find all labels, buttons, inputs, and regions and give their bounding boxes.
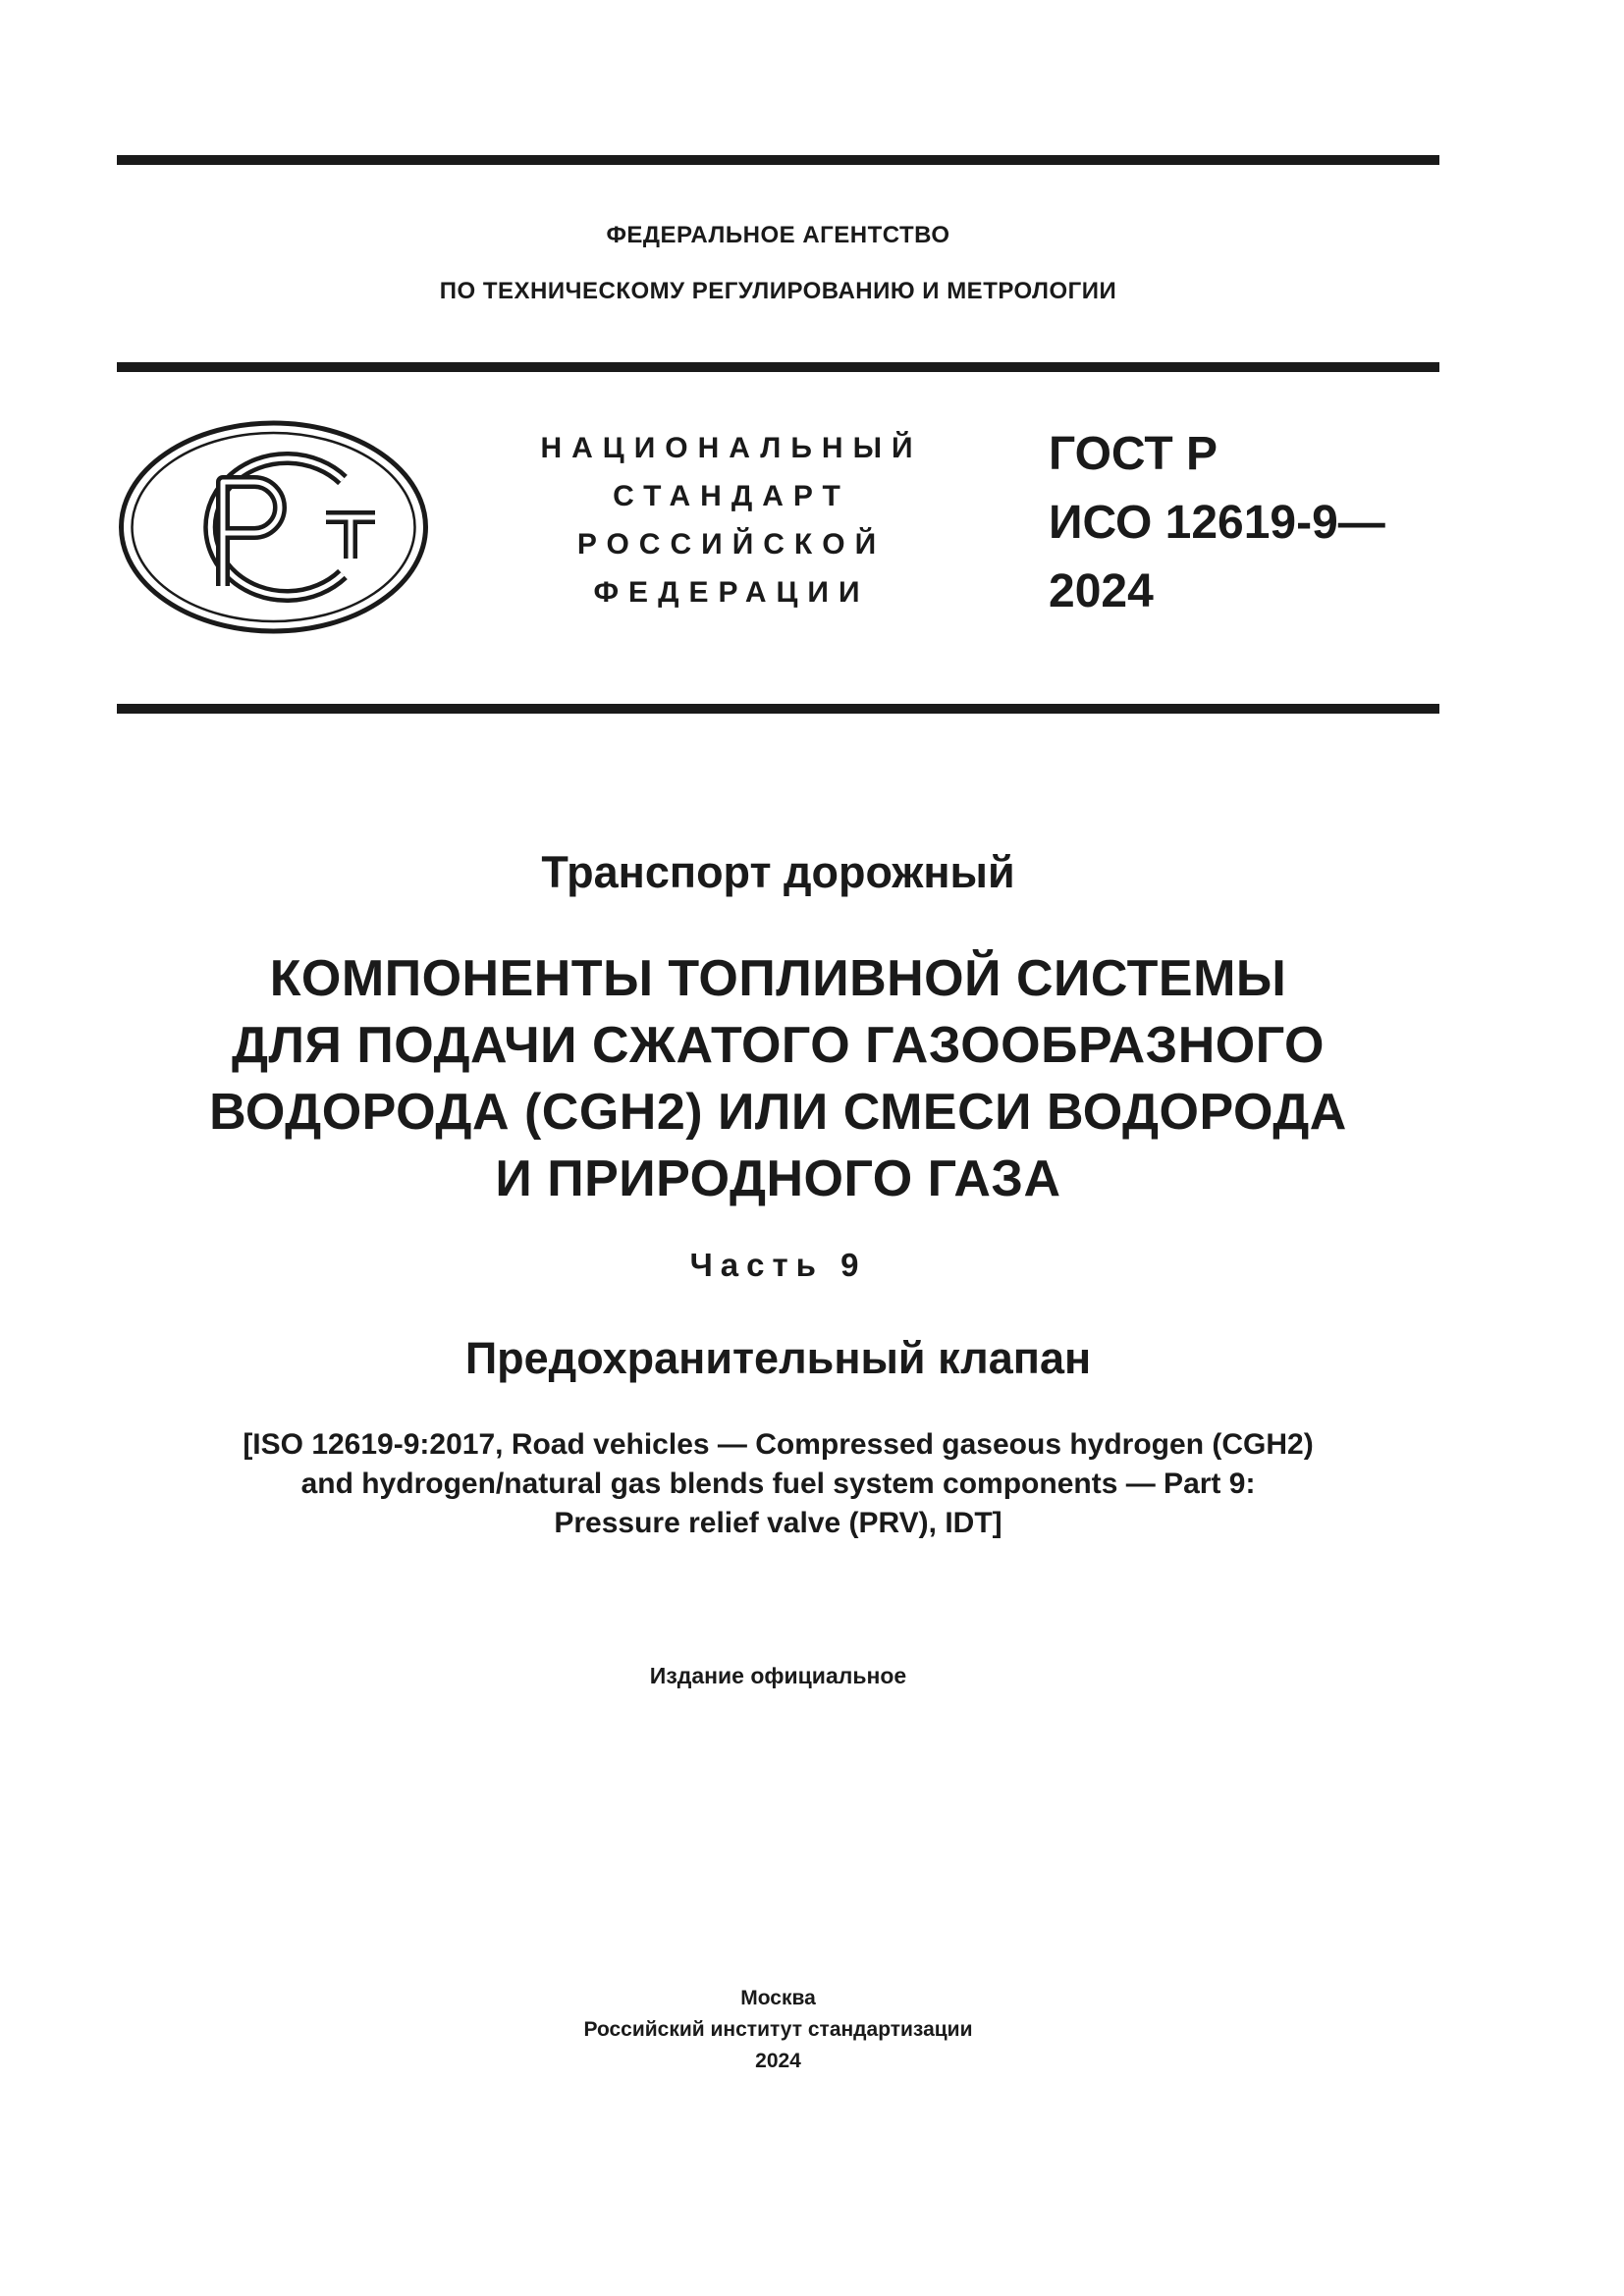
main-title-line: ВОДОРОДА (CGH2) ИЛИ СМЕСИ ВОДОРОДА	[209, 1084, 1347, 1141]
part-number: Часть 9	[689, 1247, 867, 1283]
imprint-year: 2024	[755, 2050, 801, 2072]
national-standard-line: ФЕДЕРАЦИИ	[593, 576, 870, 609]
national-standard-label	[511, 424, 952, 616]
imprint-city: Москва	[740, 1987, 816, 2009]
iso-reference-line: [ISO 12619-9:2017, Road vehicles — Compressed gaseous hydrogen (CGH2)	[243, 1428, 1314, 1461]
main-title-line: КОМПОНЕНТЫ ТОПЛИВНОЙ СИСТЕМЫ	[269, 950, 1287, 1007]
national-standard-line: СТАНДАРТ	[613, 480, 850, 512]
header-divider	[117, 362, 1439, 372]
main-title-line: ДЛЯ ПОДАЧИ СЖАТОГО ГАЗООБРАЗНОГО	[231, 1017, 1325, 1074]
national-standard-line: НАЦИОНАЛЬНЫЙ	[540, 432, 923, 464]
national-standard-line: РОССИЙСКОЙ	[576, 528, 887, 561]
designation-line: ГОСТ Р	[1049, 428, 1218, 480]
agency-name-line-1: ФЕДЕРАЛЬНОЕ АГЕНТСТВО	[606, 222, 950, 248]
main-title	[117, 945, 1439, 1212]
bottom-header-divider	[117, 704, 1439, 714]
edition-label: Издание официальное	[649, 1663, 907, 1688]
part-title: Предохранительный клапан	[464, 1333, 1092, 1383]
top-divider	[117, 155, 1439, 165]
main-title-line: И ПРИРОДНОГО ГАЗА	[495, 1150, 1061, 1207]
rst-certification-mark-icon	[117, 419, 430, 635]
iso-reference-line: Pressure relief valve (PRV), IDT]	[554, 1507, 1002, 1539]
agency-name-line-2: ПО ТЕХНИЧЕСКОМУ РЕГУЛИРОВАНИЮ И МЕТРОЛОГИИ	[439, 278, 1117, 304]
designation-line: 2024	[1049, 565, 1154, 617]
iso-reference-line: and hydrogen/natural gas blends fuel system components — Part 9:	[300, 1468, 1256, 1500]
document-category: Транспорт дорожный	[541, 847, 1015, 897]
iso-reference	[117, 1425, 1439, 1543]
imprint-publisher: Российский институт стандартизации	[583, 2018, 973, 2041]
designation-line: ИСО 12619-9—	[1049, 497, 1385, 549]
imprint	[117, 1983, 1439, 2077]
standard-designation	[1049, 420, 1385, 626]
